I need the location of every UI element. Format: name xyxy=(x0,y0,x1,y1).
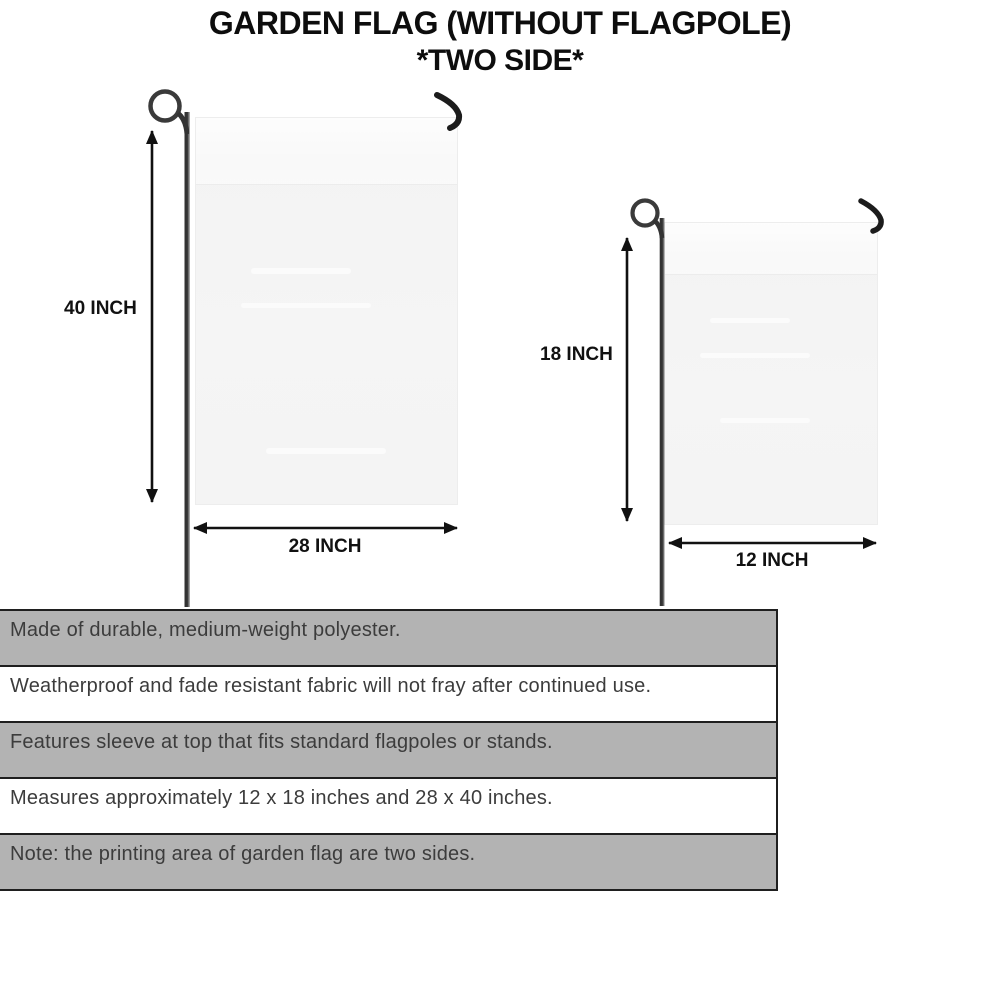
pole-loop xyxy=(151,92,180,121)
pole-hook-tip xyxy=(437,95,459,128)
small-flag-width-label: 12 INCH xyxy=(735,550,809,571)
feature-list xyxy=(0,609,778,891)
title-line-1: GARDEN FLAG (WITHOUT FLAGPOLE) xyxy=(208,5,792,41)
small-flag-height-label: 18 INCH xyxy=(540,344,613,365)
small-flagpole xyxy=(633,201,882,607)
feature-text: Features sleeve at top that fits standard flagpoles or stands. xyxy=(10,731,553,753)
large-flag-width-label: 28 INCH xyxy=(288,536,362,557)
feature-row-material xyxy=(0,611,776,667)
title-line-2: *TWO SIDE* xyxy=(416,44,584,77)
feature-row-weatherproof xyxy=(0,667,776,723)
feature-text: Note: the printing area of garden flag are two sides. xyxy=(10,843,476,865)
feature-text: Measures approximately 12 x 18 inches and 28 x 40 inches. xyxy=(10,787,553,809)
feature-row-measures xyxy=(0,779,776,835)
feature-row-sleeve xyxy=(0,723,776,779)
large-flag-height-label: 40 INCH xyxy=(64,298,137,319)
pole-hook-tip xyxy=(861,201,881,231)
feature-text: Weatherproof and fade resistant fabric will not fray after continued use. xyxy=(10,675,652,697)
large-flagpole xyxy=(151,92,460,608)
feature-row-note xyxy=(0,835,776,891)
feature-text: Made of durable, medium-weight polyester. xyxy=(10,619,401,641)
